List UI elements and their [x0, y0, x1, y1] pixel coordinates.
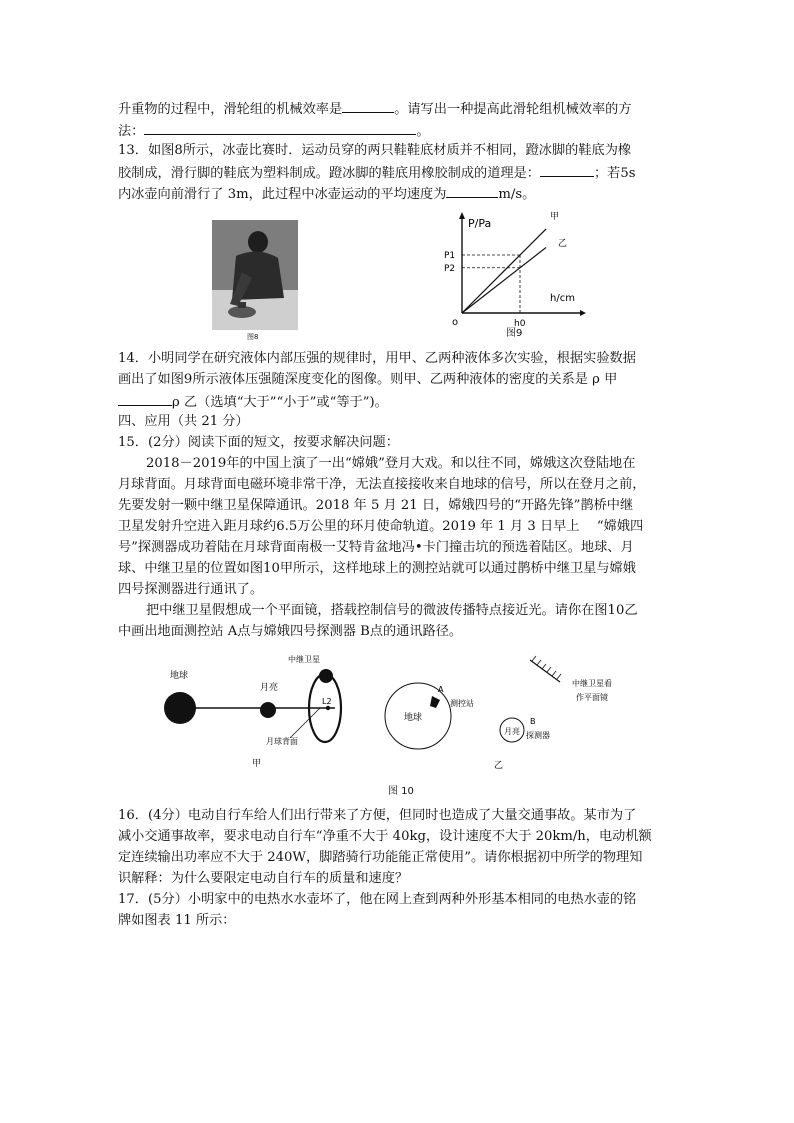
q13-text: 胶制成，滑行脚的鞋底为塑料制成。蹬冰脚的鞋底用橡胶制成的道理是：: [118, 166, 540, 181]
q15-para-8: 把中继卫星假想成一个平面镜，搭载控制信号的微波传播特点接近光。请你在图10乙: [146, 603, 638, 618]
station-a-label: A: [438, 685, 444, 694]
q17-line-1: 17．(5分）小明家中的电热水水壶坏了，他在网上查到两种外形基本相同的电热水壶的铭: [118, 892, 637, 907]
series-line-jia: [462, 229, 546, 313]
q15-para-9: 中画出地面测控站 A点与嫦娥四号探测器 B点的通讯路径。: [118, 624, 463, 639]
q14-line-1: 14．小明同学在研究液体内部压强的规律时，用甲、乙两种液体多次实验，根据实验数据: [118, 351, 636, 366]
curling-handle: [238, 302, 246, 308]
q12-text: 。: [416, 124, 430, 139]
q14-line-3: [118, 391, 388, 413]
legend-yi: 乙: [558, 239, 568, 249]
answer-blank[interactable]: [118, 391, 172, 406]
origin-label: o: [452, 317, 459, 328]
figure-8-curling-photo: [212, 220, 298, 330]
q13-text: 内冰壶向前滑行了 3m，此过程中冰壶运动的平均速度为: [118, 187, 447, 202]
relay-satellite: [319, 669, 333, 683]
moon-body: [260, 702, 276, 718]
figure-10-caption: 图 10: [388, 786, 414, 797]
q14-text: ρ 乙（选填“大于”“小于”或“等于”)。: [172, 395, 388, 410]
q13-line-2: [118, 162, 636, 184]
earth-body: [164, 692, 196, 724]
x-axis-label: h/cm: [550, 293, 575, 304]
figure-10-jia: [160, 648, 360, 770]
q15-para-4: 卫星发射升空进入距月球约6.5万公里的环月使命轨道。2019 年 1 月 3 日早上 “嫦娥四: [118, 519, 644, 534]
l2-label: L2: [322, 697, 332, 706]
answer-blank[interactable]: [342, 98, 394, 113]
tick-label-h0: h0: [514, 319, 526, 329]
q16-line-1: 16．(4分）电动自行车给人们出行带来了方便，但同时也造成了大量交通事故。某市为了: [118, 808, 637, 823]
q13-line-3: [118, 183, 535, 205]
q16-line-3: 定连续输出功率应不大于 240W，脚踏骑行功能能正常使用”。请你根据初中所学的物理知: [118, 850, 643, 865]
figure-9-chart: [440, 205, 590, 330]
series-line-yi: [462, 247, 546, 313]
probe-label: 探测器: [526, 731, 550, 740]
answer-blank[interactable]: [144, 120, 416, 135]
y-axis-arrow: [459, 212, 465, 219]
q12-line-2: [118, 120, 430, 142]
q13-text: ；若5s: [594, 166, 636, 181]
q15-para-7: 四号探测器进行通讯了。: [118, 582, 264, 597]
mirror-label-line-2: 作平面镜: [576, 693, 608, 702]
figure-10-yi: [380, 648, 630, 772]
far-side-label: 月球背面: [266, 737, 298, 746]
x-axis-arrow: [580, 310, 586, 316]
q12-line-1: [118, 98, 632, 120]
q15-para-1: 2018－2019年的中国上演了一出“嫦娥”登月大戏。和以往不同，嫦娥这次登陆地在: [146, 456, 636, 471]
tick-label-p2: P2: [444, 263, 456, 274]
answer-blank[interactable]: [540, 162, 594, 177]
y-axis-label: P/Pa: [468, 217, 492, 230]
q13-text: m/s。: [498, 187, 536, 202]
figure-9-caption: 图9: [506, 328, 523, 339]
legend-jia: 甲: [550, 212, 560, 222]
earth-b-label: 地球: [404, 713, 423, 723]
q15-para-6: 球、中继卫星的位置如图10甲所示，这样地球上的测控站就可以通过鹊桥中继卫星与嫦娥: [118, 561, 636, 576]
answer-blank[interactable]: [446, 183, 498, 198]
q16-line-4: 识解释：为什么要限定电动自行车的质量和速度？: [118, 871, 409, 886]
q15-para-5: 号”探测器成功着陆在月球背面南极一艾特肯盆地冯•卡门撞击坑的预选着陆区。地球、月: [118, 540, 634, 555]
q14-line-2: 画出了如图9所示液体压强随深度变化的图像。则甲、乙两种液体的密度的关系是 ρ 甲: [118, 372, 618, 387]
relay-label: 中继卫星: [288, 655, 320, 664]
q16-line-2: 减小交通事故率，要求电动自行车“净重不大于 40kg，设计速度不大于 20km/h，电动机额: [118, 829, 652, 844]
moon-label: 月亮: [260, 683, 279, 693]
q12-text: 。请写出一种提高此滑轮组机械效率的方: [394, 102, 632, 117]
figure-8-caption: 图8: [247, 333, 259, 341]
section-4-title: 四、应用（共 21 分）: [118, 414, 249, 429]
yi-label: 乙: [494, 761, 504, 771]
athlete-head: [248, 231, 268, 253]
q12-text: 法：: [118, 124, 145, 139]
earth-label: 地球: [170, 671, 189, 681]
q17-line-2: 牌如图表 11 所示：: [118, 913, 236, 928]
tick-label-p1: P1: [444, 251, 456, 261]
station-label: 测控站: [450, 699, 474, 708]
mirror-hatching: [532, 656, 561, 679]
mirror-label-line-1: 中继卫星看: [572, 679, 612, 688]
q13-line-1: 13．如图8所示，冰壶比赛时．运动员穿的两只鞋鞋底材质并不相同，蹬冰脚的鞋底为橡: [118, 143, 632, 158]
l2-point: [326, 706, 330, 710]
q15-para-3: 先要发射一颗中继卫星保障通讯。2018 年 5 月 21 日，嫦娥四号的“开路先锋”鹊桥中继: [118, 498, 634, 513]
probe-b-label: B: [530, 717, 536, 726]
jia-label: 甲: [252, 759, 262, 769]
q15-line-1: 15．(2分）阅读下面的短文，按要求解决问题：: [118, 435, 399, 450]
q15-para-2: 月球背面。月球背面电磁环境非常干净，无法直接接收来自地球的信号，所以在登月之前，: [118, 477, 646, 492]
q12-text: 升重物的过程中，滑轮组的机械效率是: [118, 102, 343, 117]
station-a-mark: [430, 696, 440, 708]
moon-b-label: 月亮: [504, 727, 520, 736]
